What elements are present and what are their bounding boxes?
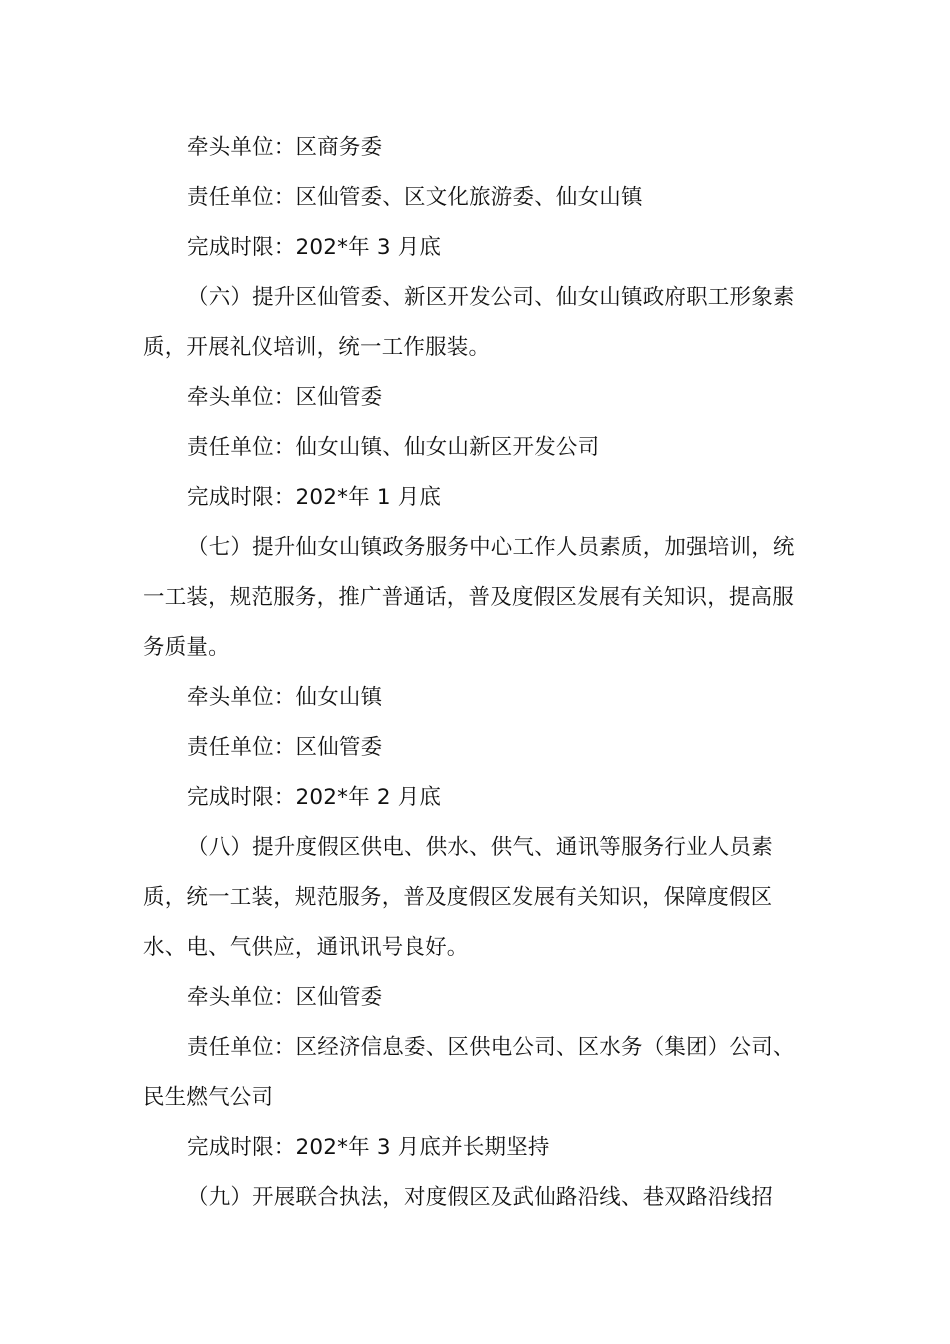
item-six-paragraph: （六）提升区仙管委、新区开发公司、仙女山镇政府职工形象素质，开展礼仪培训，统一工作服装。: [143, 285, 795, 360]
responsible-unit-line: 责任单位：区仙管委: [187, 735, 383, 760]
responsible-unit-line: 责任单位：仙女山镇、仙女山新区开发公司: [187, 435, 600, 460]
document-body: [143, 123, 813, 1223]
deadline-line: 完成时限：202*年 1 月底: [187, 485, 442, 510]
lead-unit-line: 牵头单位：区仙管委: [187, 985, 383, 1010]
responsible-unit-line: 责任单位：区仙管委、区文化旅游委、仙女山镇: [187, 185, 643, 210]
deadline-line: 完成时限：202*年 2 月底: [187, 785, 442, 810]
lead-unit-line: 牵头单位：区仙管委: [187, 385, 383, 410]
responsible-unit-line: 责任单位：区经济信息委、区供电公司、区水务（集团）公司、民生燃气公司: [143, 1035, 795, 1110]
deadline-line: 完成时限：202*年 3 月底: [187, 235, 442, 260]
lead-unit-line: 牵头单位：区商务委: [187, 135, 383, 160]
item-eight-paragraph: （八）提升度假区供电、供水、供气、通讯等服务行业人员素质，统一工装，规范服务，普及度假区发展有关知识，保障度假区水、电、气供应，通讯讯号良好。: [143, 835, 773, 960]
item-nine-paragraph: （九）开展联合执法，对度假区及武仙路沿线、巷双路沿线招: [187, 1185, 773, 1210]
item-seven-paragraph: （七）提升仙女山镇政务服务中心工作人员素质，加强培训，统一工装，规范服务，推广普通话，普及度假区发展有关知识，提高服务质量。: [143, 535, 795, 660]
lead-unit-line: 牵头单位：仙女山镇: [187, 685, 383, 710]
deadline-line: 完成时限：202*年 3 月底并长期坚持: [187, 1135, 550, 1160]
